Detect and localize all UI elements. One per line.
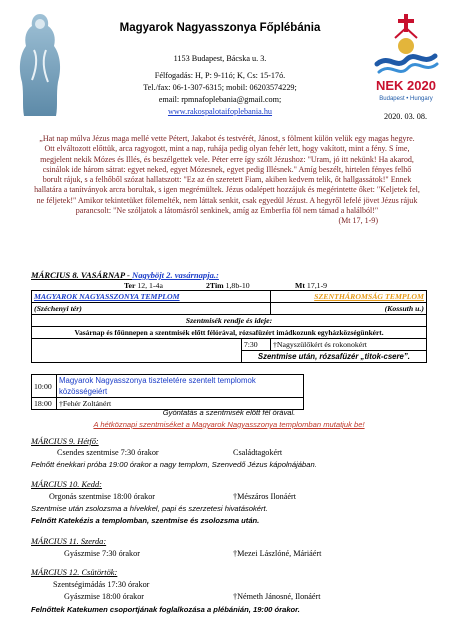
table-row: [32, 291, 427, 303]
square-right: (Kossuth u.): [384, 304, 424, 313]
sunday-schedule-table: [31, 290, 427, 363]
monday-info: Felnőtt énekkari próba 19:00 órakor a nagy templom, Szenvedő Jézus kápolnájában.: [31, 460, 317, 469]
weekday-masses-note: A hétköznapi szentmiséket a Magyarok Nagyasszonya templomban mutatjuk be!: [93, 420, 365, 429]
mass-time: 10:00: [32, 375, 57, 398]
sunday-title: MÁRCIUS 8. VASÁRNAP -: [31, 270, 133, 280]
nek-title: NEK 2020: [376, 78, 436, 93]
table-row: [32, 375, 304, 398]
gospel-quote-text: „Hat nap múlva Jézus maga mellé vette Pétert, Jakabot és testvérét, Jánost, s fölment külön velük egy magas hegyre. Ott elváltozott előttük, arca ragyogott, mint a nap, ruhája pedig olyan fehér lett, hogy vakított, mint a fény. S íme, megjelent nekik Mózes és Illés, és beszélgettek vele. Péter erre így szólt Jézushoz: "Uram, jó itt nekünk! Ha akarod, csinálok ide három sátrat: egyet neked, egyet Mózesnek, egyet pedig Illésnek." Amíg beszélt, hirtelen fényes felhő borult rájuk, s a felhőből szózat hallatszott: "Ez az én szeretett Fiam, akiben kedvem telik, őt hallgassátok!" Ennek hallatára a tanítványok arcra borultak, s igen megrémültek. Jézus odalépett hozzájuk és megérintette őket: "Keljetek fel, ne féljetek!" Amikor tekintetüket fölemelték, nem láttak senkit, csak egyedül Jézust. A hegyről lefelé jövet Jézus rájuk parancsolt: "Ne szóljatok a látomásról senkinek, amíg az Emberfia föl nem támad a halálból!": [34, 134, 420, 216]
church-left: MAGYAROK NAGYASSZONYA TEMPLOM: [34, 292, 180, 301]
sunday-heading: [31, 270, 219, 280]
vigil-note: Vasárnap és főünnepen a szentmisék előtt félórával, rózsafüzért imádkozunk egyházközségünkért.: [74, 328, 384, 337]
madonna-logo-icon: [14, 10, 66, 120]
mass-intention: †Fehér Zoltánért: [57, 398, 304, 410]
table-row: [32, 315, 427, 327]
mass-time: 7:30: [241, 339, 270, 351]
table-row: [32, 303, 427, 315]
tuesday-intention: †Mészáros Ilonáért: [233, 492, 296, 501]
sunday-left-schedule: [31, 374, 304, 410]
gospel-reference: (Mt 17, 1-9): [338, 216, 378, 226]
table-row: [32, 339, 427, 351]
nek-subtitle: Budapest • Hungary: [379, 96, 433, 102]
confession-note: Gyóntatás a szentmisék előtt fél órával.: [162, 408, 296, 417]
thursday-mass: Gyászmise 18:00 órakor: [64, 592, 145, 601]
mass-time: 18:00: [32, 398, 57, 410]
monday-mass: Csendes szentmise 7:30 órakor: [57, 448, 159, 457]
monday-intention: Családtagokért: [233, 448, 283, 457]
tuesday-heading: MÁRCIUS 10. Kedd:: [31, 480, 102, 489]
mass-intention: Magyarok Nagyasszonya tiszteletére szentelt templomok közösségeiért: [59, 376, 256, 396]
sunday-subtitle: Nagyböjt 2. vasárnapja.:: [132, 270, 219, 280]
wednesday-intention: †Mezei Lászlóné, Máriáért: [233, 549, 322, 558]
monday-heading: MÁRCIUS 9. Hétfő:: [31, 437, 99, 446]
email-line: email: rpmnafoplebania@gmail.com;: [158, 95, 282, 104]
wednesday-mass: Gyászmise 7:30 órakor: [64, 549, 140, 558]
thursday-adoration: Szentségimádás 17:30 órakor: [53, 580, 150, 589]
church-right: SZENTHÁROMSÁG TEMPLOM: [314, 292, 424, 301]
reception-hours: Félfogadás: H, P: 9-11ó; K, Cs: 15-17ó.: [154, 71, 286, 80]
mass-intention: †Nagyszülőkért és rokonokért: [271, 339, 427, 351]
bulletin-date: 2020. 03. 08.: [384, 112, 427, 121]
tuesday-mass: Orgonás szentmise 18:00 órakor: [49, 492, 156, 501]
thursday-info: Felnőttek Katekumen csoportjának foglalkozása a plébánián, 19:00 órakor.: [31, 605, 300, 614]
thursday-intention: †Németh Jánosné, Ilonáért: [233, 592, 321, 601]
address: 1153 Budapest, Bácska u. 3.: [173, 54, 267, 63]
square-left: (Széchenyi tér): [34, 304, 82, 313]
tuesday-info-2: Felnőtt Katekézis a templomban, szentmise és zsolozsma után.: [31, 516, 260, 525]
thursday-heading: MÁRCIUS 12. Csütörtök:: [31, 568, 118, 577]
table-row: [32, 327, 427, 339]
website-link[interactable]: www.rakospalotaifoplebania.hu: [167, 107, 273, 116]
gospel-quote: [34, 134, 420, 227]
mass-order-heading: Szentmisék rendje és ideje:: [185, 316, 273, 325]
nek-2020-logo-icon: [369, 10, 443, 105]
parish-title: Magyarok Nagyasszonya Főplébánia: [119, 22, 321, 34]
wednesday-heading: MÁRCIUS 11. Szerda:: [31, 537, 107, 546]
reading-2: 2Tim 1,8b-10: [206, 281, 250, 290]
rosary-note: Szentmise után, rózsafüzér „titok-csere”.: [257, 352, 410, 361]
tuesday-info: Szentmise után zsolozsma a hívekkel, papi és szerzetesi hivatásokért.: [31, 504, 268, 513]
phone-line: Tel./fax: 06-1-307-6315; mobil: 06203574229;: [143, 83, 297, 92]
reading-1: Ter 12, 1-4a: [124, 281, 163, 290]
reading-3: Mt 17,1-9: [295, 281, 328, 290]
table-row: [32, 351, 427, 363]
